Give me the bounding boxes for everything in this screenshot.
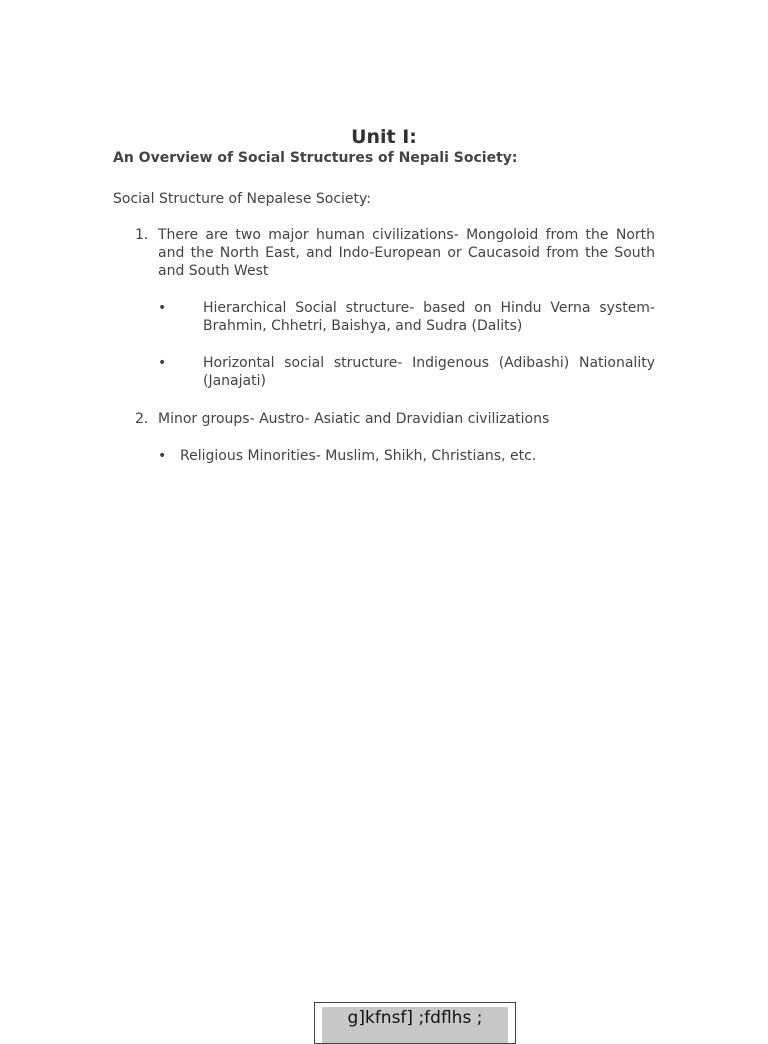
page-title: Unit I: [351,126,417,148]
bullet-item-text: Religious Minorities- Muslim, Shikh, Christians, etc. [180,448,537,464]
list-number: 1. [135,227,149,243]
intro-text: Social Structure of Nepalese Society: [113,191,372,207]
section-subtitle: An Overview of Social Structures of Nepali Society: [113,150,518,166]
list-item-text: There are two major human civilizations- Mongoloid from the North and the North East, and Indo-European or Caucasoid from the South and South West [158,227,655,279]
footer-header-box [314,1002,516,1044]
list-item-text: Minor groups- Austro- Asiatic and Dravidian civilizations [158,411,550,427]
bullet-marker: • [158,448,167,464]
bullet-marker: • [158,355,167,371]
bullet-item-text: Hierarchical Social structure- based on Hindu Verna system- Brahmin, Chhetri, Baishya, and Sudra (Dalits) [203,300,655,334]
footer-header-text: g]kfnsf] ;fdflhs ; [322,1007,508,1043]
bullet-marker: • [158,300,167,316]
list-number: 2. [135,411,149,427]
bullet-item-text: Horizontal social structure- Indigenous (Adibashi) Nationality (Janajati) [203,355,655,389]
